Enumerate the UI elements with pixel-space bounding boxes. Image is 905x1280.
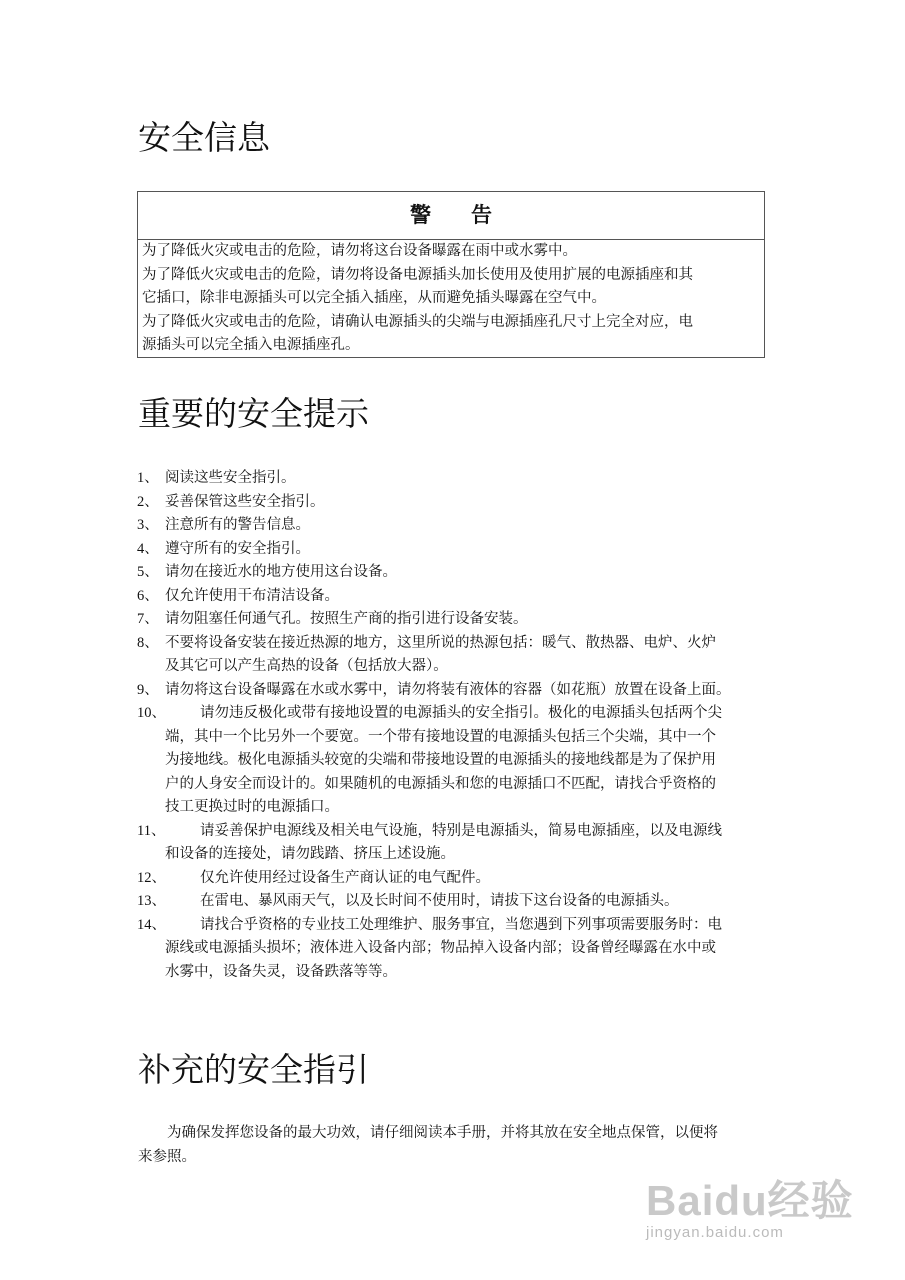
warning-body: [138, 240, 764, 358]
item-number: 1、: [137, 470, 159, 486]
warning-line: 为了降低火灾或电击的危险，请确认电源插头的尖端与电源插座孔尺寸上完全对应，电: [142, 313, 693, 330]
list-item: [137, 632, 777, 679]
item-line: 请勿将这台设备曝露在水或水雾中，请勿将装有液体的容器（如花瓶）放置在设备上面。: [165, 681, 731, 698]
list-item: [137, 867, 777, 891]
list-item: [137, 914, 777, 985]
item-line: 妥善保管这些安全指引。: [165, 493, 325, 510]
item-number: 10、: [137, 705, 166, 721]
item-line: 源线或电源插头损坏；液体进入设备内部；物品掉入设备内部；设备曾经曝露在水中或: [165, 940, 716, 956]
paragraph-line: 为确保发挥您设备的最大功效，请仔细阅读本手册，并将其放在安全地点保管，以便将: [138, 1125, 718, 1141]
item-line: 请勿阻塞任何通气孔。按照生产商的指引进行设备安装。: [165, 611, 528, 627]
list-item: [137, 514, 777, 538]
section-title-important-tips: 重要的安全提示: [138, 395, 369, 432]
item-line: 请找合乎资格的专业技工处理维护、服务事宜，当您遇到下列事项需要服务时：电: [200, 916, 722, 933]
item-line: 注意所有的警告信息。: [165, 517, 310, 533]
item-line: 请妥善保护电源线及相关电气设施，特别是电源插头，简易电源插座，以及电源线: [200, 822, 722, 839]
item-number: 11、: [137, 822, 166, 839]
list-item: [137, 820, 777, 867]
item-line: 仅允许使用干布清洁设备。: [165, 587, 339, 604]
item-number: 7、: [137, 611, 159, 627]
item-line: 为接地线。极化电源插头较宽的尖端和带接地设置的电源插头的接地线都是为了保护用: [165, 752, 716, 768]
section-title-safety-info: 安全信息: [138, 119, 270, 156]
warning-line: 为了降低火灾或电击的危险，请勿将设备电源插头加长使用及使用扩展的电源插座和其: [142, 266, 693, 283]
item-number: 9、: [137, 681, 159, 698]
item-number: 4、: [137, 540, 159, 557]
warning-line: 它插口，除非电源插头可以完全插入插座，从而避免插头曝露在空气中。: [142, 290, 606, 306]
item-number: 8、: [137, 634, 159, 651]
safety-tips-list: [137, 467, 777, 984]
list-item: [137, 467, 777, 491]
item-line: 不要将设备安装在接近热源的地方，这里所说的热源包括：暖气、散热器、电炉、火炉: [165, 634, 716, 651]
item-line: 和设备的连接处，请勿践踏、挤压上述设施。: [165, 846, 455, 862]
list-item: [137, 679, 777, 703]
item-number: 14、: [137, 916, 166, 933]
item-line: 阅读这些安全指引。: [165, 470, 296, 486]
item-line: 技工更换过时的电源插口。: [165, 799, 339, 815]
item-line: 户的人身安全而设计的。如果随机的电源插头和您的电源插口不匹配，请找合乎资格的: [165, 775, 716, 792]
supplementary-paragraph: [138, 1121, 773, 1169]
warning-line: 源插头可以完全插入电源插座孔。: [142, 337, 360, 353]
warning-box: [137, 191, 765, 358]
baidu-watermark: [646, 1168, 854, 1241]
item-line: 请勿在接近水的地方使用这台设备。: [165, 564, 397, 580]
list-item: [137, 890, 777, 914]
warning-line: 为了降低火灾或电击的危险，请勿将这台设备曝露在雨中或水雾中。: [142, 243, 577, 259]
item-line: 遵守所有的安全指引。: [165, 540, 310, 557]
list-item: [137, 702, 777, 820]
list-item: [137, 608, 777, 632]
list-item: [137, 585, 777, 609]
item-line: 及其它可以产生高热的设备（包括放大器）。: [165, 658, 448, 674]
paragraph-line: 来参照。: [138, 1149, 196, 1165]
watermark-url: jingyan.baidu.com: [646, 1224, 784, 1241]
item-line: 端，其中一个比另外一个要宽。一个带有接地设置的电源插头包括三个尖端，其中一个: [165, 728, 716, 745]
item-line: 仅允许使用经过设备生产商认证的电气配件。: [200, 869, 490, 886]
item-number: 13、: [137, 893, 166, 909]
list-item: [137, 561, 777, 585]
watermark-logo: Baidu经验: [646, 1177, 854, 1224]
item-number: 12、: [137, 869, 166, 886]
item-line: 请勿违反极化或带有接地设置的电源插头的安全指引。极化的电源插头包括两个尖: [200, 705, 722, 721]
item-line: 水雾中，设备失灵，设备跌落等等。: [165, 963, 397, 980]
item-number: 6、: [137, 587, 159, 604]
item-number: 3、: [137, 517, 159, 533]
item-number: 2、: [137, 493, 159, 510]
list-item: [137, 491, 777, 515]
list-item: [137, 538, 777, 562]
warning-heading: 警告: [138, 192, 764, 240]
item-line: 在雷电、暴风雨天气，以及长时间不使用时，请拔下这台设备的电源插头。: [200, 893, 679, 909]
section-title-supplementary: 补充的安全指引: [138, 1051, 369, 1088]
item-number: 5、: [137, 564, 159, 580]
